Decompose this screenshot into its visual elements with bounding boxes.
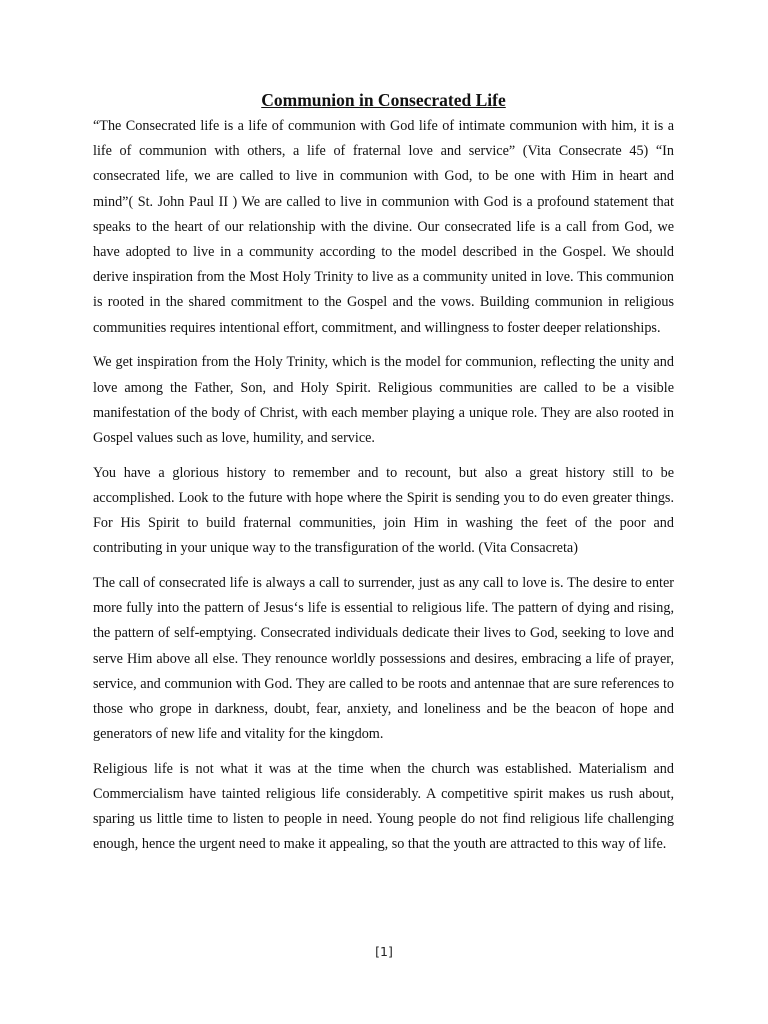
- paragraph-1: “The Consecrated life is a life of communion with God life of intimate communion with him, it is a life of communion with others, a life of fraternal love and service” (Vita Consecrate 45) “In consecrated life, we are called to live in communion with God, to be one with Him in heart and mind”( St. John Paul II ) We are called to live in communion with God is a profound statement that speaks to the heart of our relationship with the divine. Our consecrated life is a call from God, we have adopted to live in a community according to the model described in the Gospel. We should derive inspiration from the Most Holy Trinity to live as a community united in love. This communion is rooted in the shared commitment to the Gospel and the vows. Building communion in religious communities requires intentional effort, commitment, and willingness to foster deeper relationships.: [93, 118, 674, 336]
- paragraph-3: You have a glorious history to remember and to recount, but also a great history still to be accomplished. Look to the future with hope where the Spirit is sending you to do even greater things. For His Spirit to build fraternal communities, join Him in washing the feet of the poor and contributing in your unique way to the transfiguration of the world. (Vita Consacreta): [93, 464, 674, 557]
- paragraph-5: Religious life is not what it was at the time when the church was established. Materialism and Commercialism have tainted religious life considerably. A competitive spirit makes us rush about, sparing us little time to listen to people in need. Young people do not find religious life challenging enough, hence the urgent need to make it appealing, so that the youth are attracted to this way of life.: [93, 760, 674, 853]
- page-number: [1]: [375, 944, 393, 959]
- paragraph-4: The call of consecrated life is always a call to surrender, just as any call to love is. The desire to enter more fully into the pattern of Jesus‘s life is essential to religious life. The pattern of dying and rising, the pattern of self-emptying. Consecrated individuals dedicate their lives to God, seeking to love and serve Him above all else. They renounce worldly possessions and desires, embracing a life of prayer, service, and communion with God. They are called to be roots and antennae that are sure references to those who grope in darkness, doubt, fear, anxiety, and loneliness and be the beacon of hope and generators of new life and vitality for the kingdom.: [93, 574, 674, 743]
- document-body: [93, 88, 674, 867]
- document-title: Communion in Consecrated Life: [261, 90, 506, 110]
- paragraph-2: We get inspiration from the Holy Trinity, which is the model for communion, reflecting the unity and love among the Father, Son, and Holy Spirit. Religious communities are called to be a visible manifestation of the body of Christ, with each member playing a unique role. They are also rooted in Gospel values such as love, humility, and service.: [93, 354, 674, 446]
